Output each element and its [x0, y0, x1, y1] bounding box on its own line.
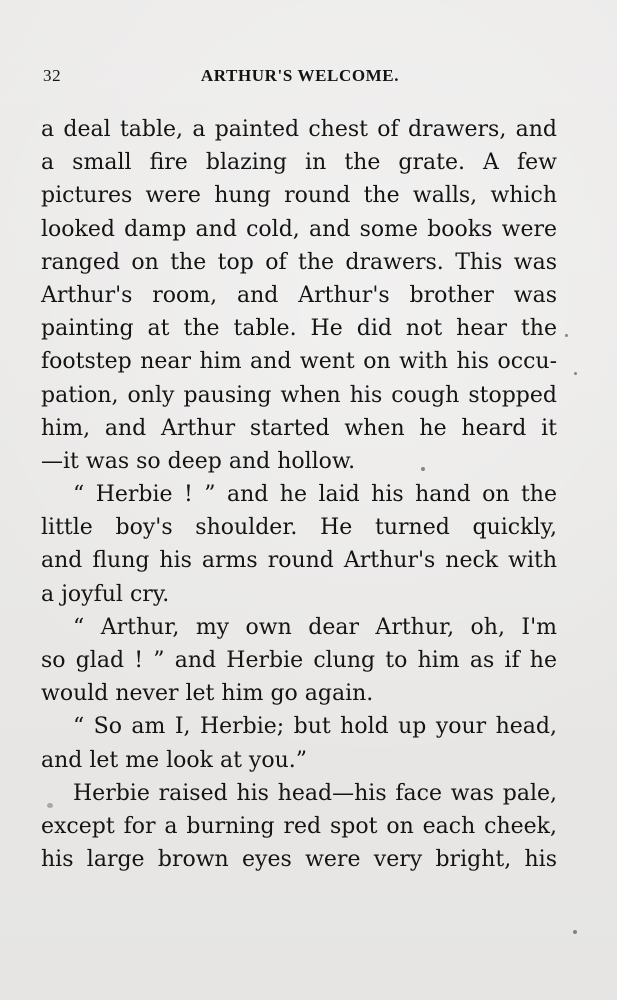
page-number: 32: [43, 66, 62, 85]
scan-speck: [47, 803, 53, 808]
text-line: “ Arthur, my own dear Arthur, oh, I'm: [73, 614, 557, 640]
text-line: Herbie raised his head—his face was pale,: [73, 780, 557, 806]
text-line: so glad ! ” and Herbie clung to him as if he: [41, 648, 557, 673]
text-line: little boy's shoulder. He turned quickly,: [41, 515, 557, 541]
scan-speck: [574, 372, 577, 375]
body-text: [41, 113, 557, 876]
scan-speck: [421, 467, 425, 471]
text-line: a joyful cry.: [41, 581, 170, 607]
text-line: and flung his arms round Arthur's neck with: [41, 548, 557, 574]
text-line: painting at the table. He did not hear the: [41, 316, 557, 342]
text-line: —it was so deep and hollow.: [41, 448, 356, 474]
text-line: looked damp and cold, and some books were: [41, 216, 557, 242]
text-line: a deal table, a painted chest of drawers, and: [41, 117, 557, 142]
text-line: would never let him go again.: [41, 681, 374, 707]
text-line: Arthur's room, and Arthur's brother was: [41, 282, 557, 308]
text-line: except for a burning red spot on each cheek,: [41, 813, 557, 839]
text-line: “ Herbie ! ” and he laid his hand on the: [73, 482, 557, 508]
chapter-title: ARTHUR'S WELCOME.: [200, 66, 400, 85]
text-line: ranged on the top of the drawers. This was: [41, 249, 557, 275]
text-line: pation, only pausing when his cough stopped: [41, 382, 557, 408]
text-line: his large brown eyes were very bright, his: [41, 847, 557, 873]
scan-speck: [565, 334, 568, 337]
scan-speck: [573, 930, 577, 934]
text-line: and let me look at you.”: [41, 747, 308, 773]
text-line: a small fire blazing in the grate. A few: [41, 150, 557, 176]
text-line: “ So am I, Herbie; but hold up your head,: [73, 714, 557, 740]
text-line: pictures were hung round the walls, which: [41, 183, 557, 209]
running-head: [43, 66, 557, 90]
text-line: him, and Arthur started when he heard it: [41, 415, 557, 441]
text-line: footstep near him and went on with his occu-: [41, 349, 557, 375]
